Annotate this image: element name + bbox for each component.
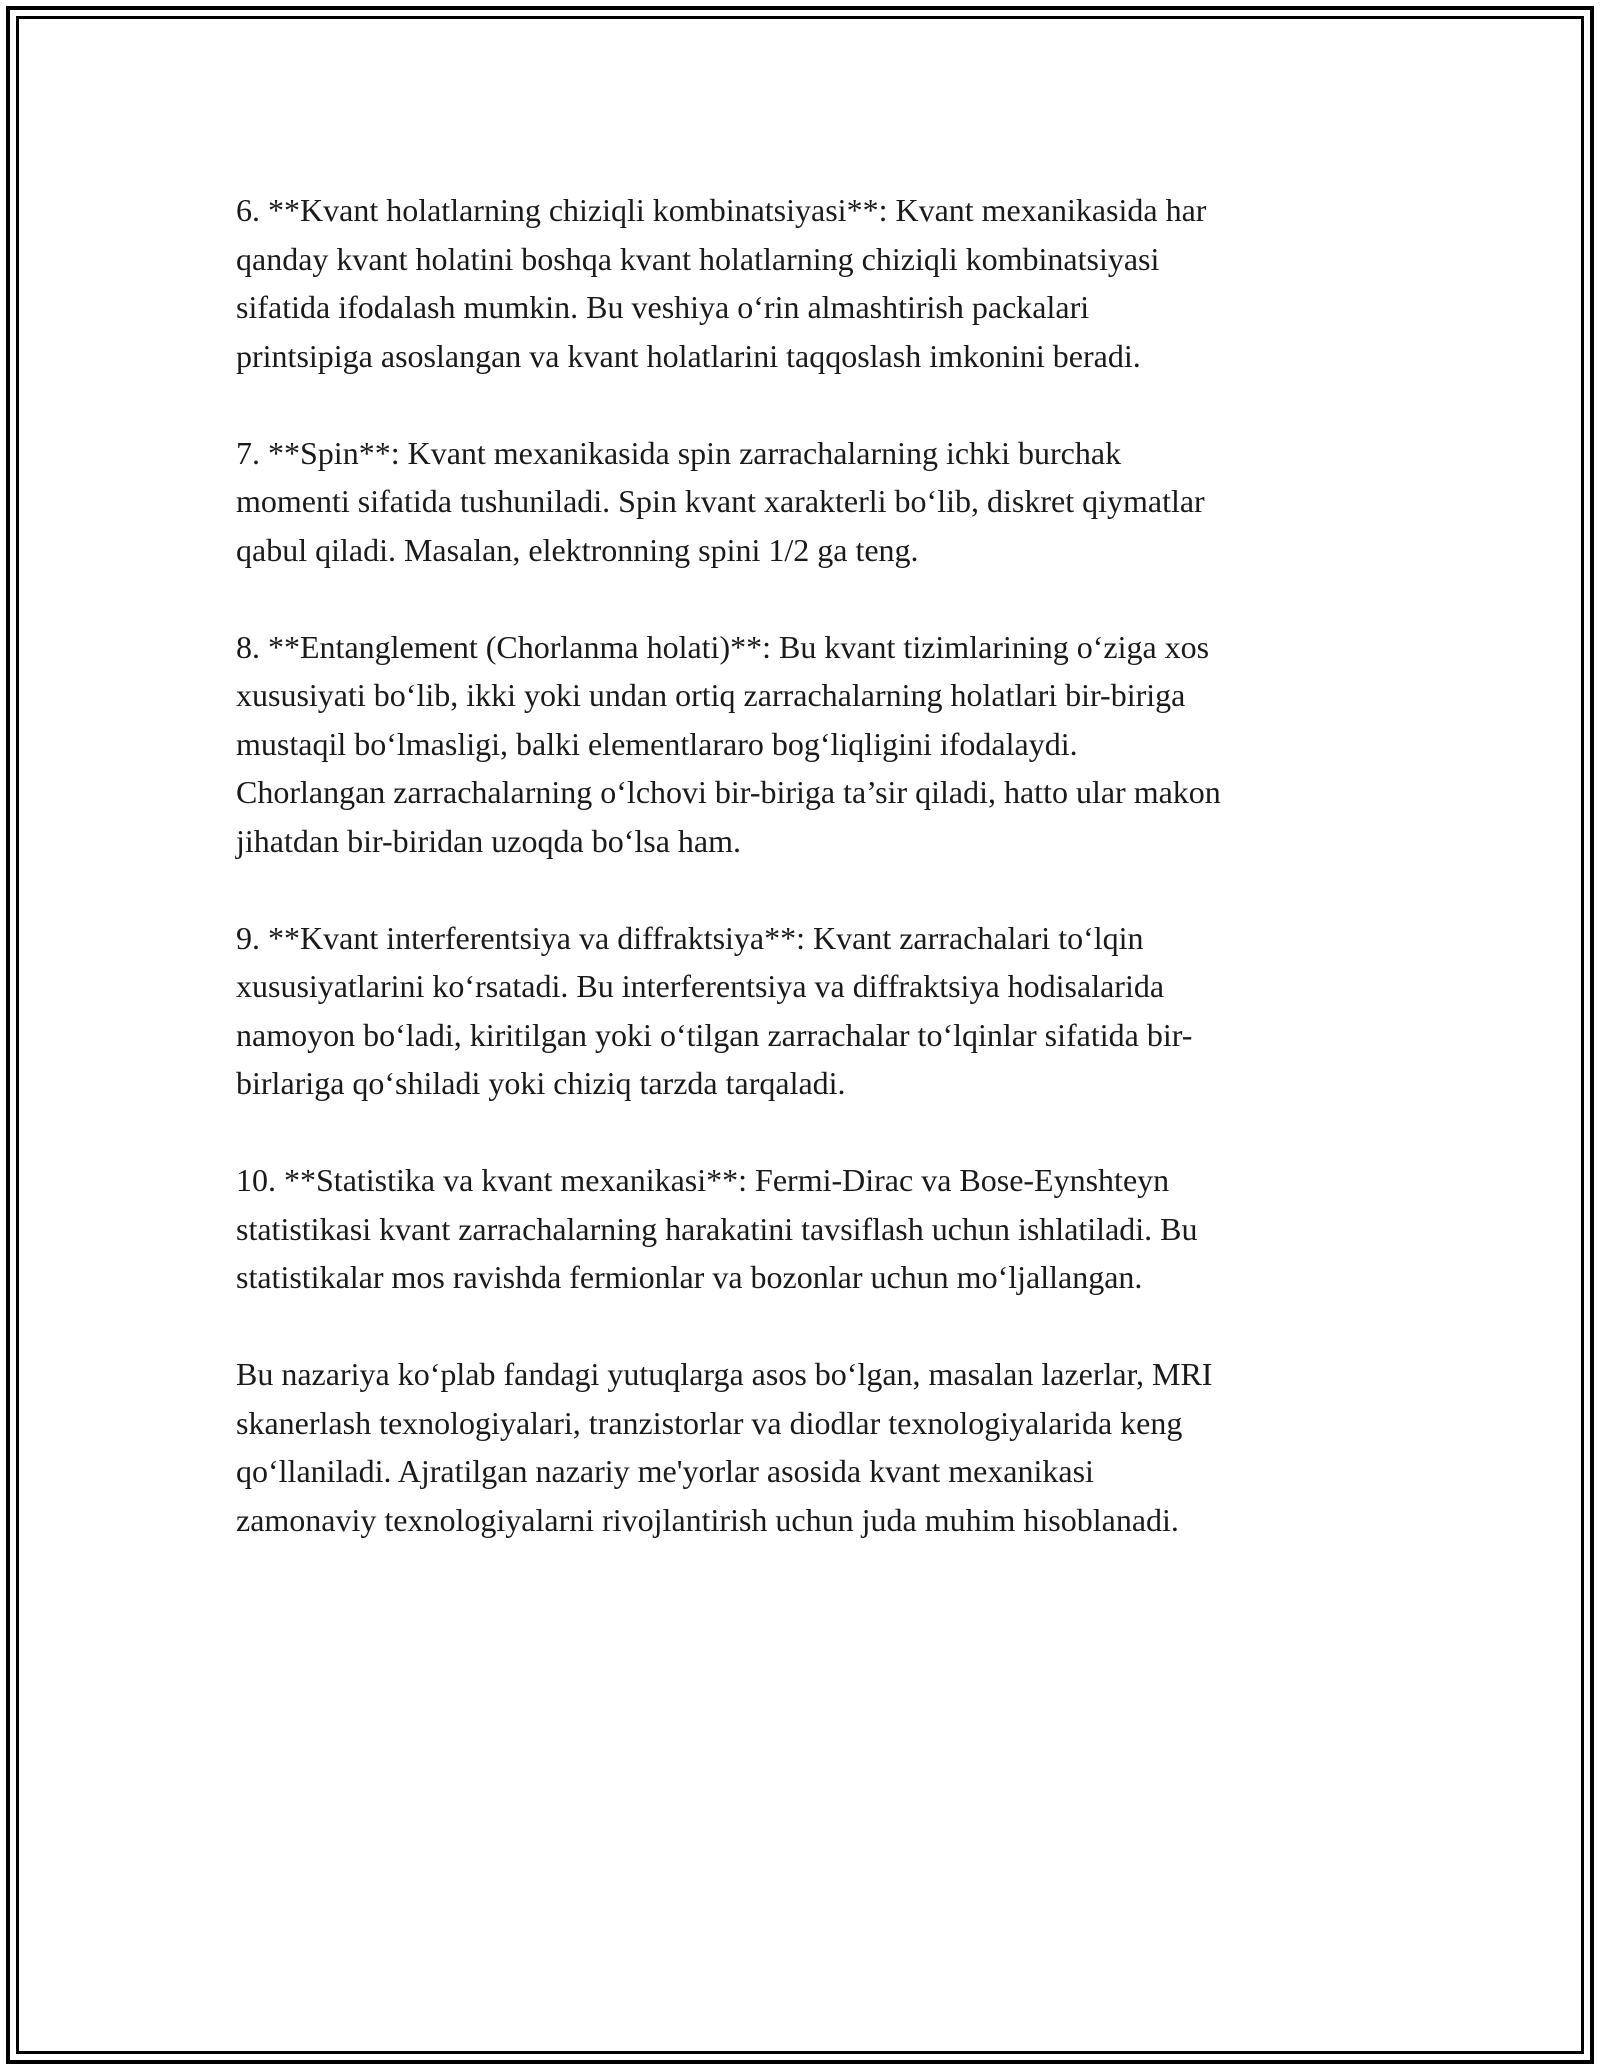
paragraph-item-10: 10. **Statistika va kvant mexanikasi**: Fermi-Dirac va Bose-Eynshteyn statistikasi kvant zarrachalarning harakatini tavsiflash uchun ishlatiladi. Bu statistikalar mos ravishda fermionlar va bozonlar uchun mo‘ljallangan. [236, 1162, 1198, 1295]
document-body [236, 186, 1386, 1593]
paragraph-item-9: 9. **Kvant interferentsiya va diffraktsiya**: Kvant zarrachalari to‘lqin xususiyatlarini ko‘rsatadi. Bu interferentsiya va diffraktsiya hodisalarida namoyon bo‘ladi, kiritilgan yoki o‘tilgan zarrachalar to‘lqinlar sifatida bir- birlariga qo‘shiladi yoki chiziq tarzda tarqaladi. [236, 919, 1193, 1101]
paragraph-item-6: 6. **Kvant holatlarning chiziqli kombinatsiyasi**: Kvant mexanikasida har qanday kvant holatini boshqa kvant holatlarning chiziqli kombinatsiyasi sifatida ifodalash mumkin. Bu veshiya o‘rin almashtirish packalari printsipiga asoslangan va kvant holatlarini taqqoslash imkonini beradi. [236, 192, 1207, 374]
paragraph-item-8: 8. **Entanglement (Chorlanma holati)**: Bu kvant tizimlarining o‘ziga xos xususiyati bo‘lib, ikki yoki undan ortiq zarrachalarning holatlari bir-biriga mustaqil bo‘lmasligi, balki elementlararo bog‘liqligini ifodalaydi. Chorlangan zarrachalarning o‘lchovi bir-biriga ta’sir qiladi, hatto ular makon jihatdan bir-biridan uzoqda bo‘lsa ham. [236, 628, 1221, 859]
paragraph-item-7: 7. **Spin**: Kvant mexanikasida spin zarrachalarning ichki burchak momenti sifatida tushuniladi. Spin kvant xarakterli bo‘lib, diskret qiymatlar qabul qiladi. Masalan, elektronning spini 1/2 ga teng. [236, 434, 1205, 568]
paragraph-conclusion: Bu nazariya ko‘plab fandagi yutuqlarga asos bo‘lgan, masalan lazerlar, MRI skanerlash texnologiyalari, tranzistorlar va diodlar texnologiyalarida keng qo‘llaniladi. Ajratilgan nazariy me'yorlar asosida kvant mexanikasi zamonaviy texnologiyalarni rivojlantirish uchun juda muhim hisoblanadi. [236, 1356, 1213, 1538]
